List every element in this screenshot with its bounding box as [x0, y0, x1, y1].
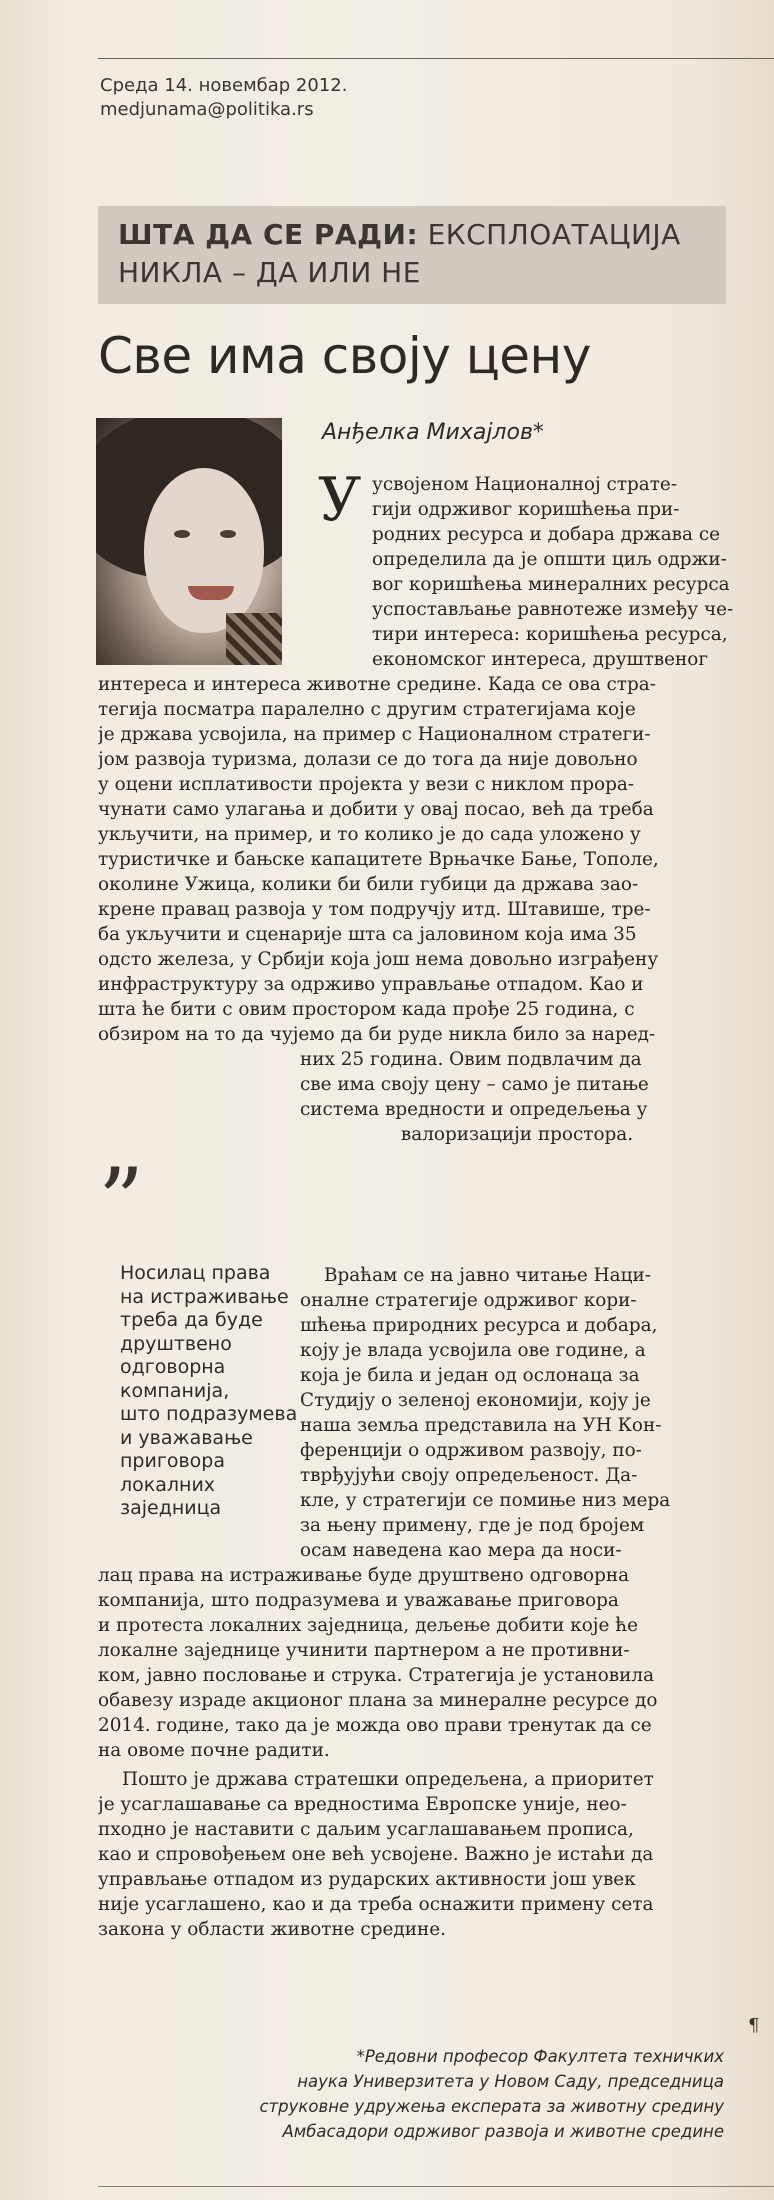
body-line: пходно је наставити с даљим усаглашавањем прописа, [98, 1819, 634, 1840]
body-line: тврђујући своју опредељеност. Да- [300, 1465, 638, 1486]
body-line: економског интереса, друштвеног [372, 649, 709, 670]
article-headline: Све има своју цену [98, 327, 591, 385]
body-line: све има своју цену – само је питање [300, 1074, 649, 1095]
pull-quote-line: заједница [120, 1497, 222, 1519]
dateline [100, 74, 347, 122]
drop-cap: У [318, 465, 362, 535]
pull-quote-line: приговора [120, 1450, 225, 1472]
body-line: инфраструктуру за одрживо управљање отпадом. Као и [98, 974, 644, 995]
body-line: система вредности и опредељења у [300, 1099, 648, 1120]
kicker-label: ШТА ДА СЕ РАДИ: [118, 218, 419, 251]
issue-date: Среда 14. новембар 2012. [100, 75, 348, 96]
kicker-text [118, 216, 718, 292]
body-line: одсто железа, у Србији која још нема довољно изграђену [98, 949, 659, 970]
kicker-topic-1: ЕКСПЛОАТАЦИЈА [427, 218, 681, 251]
body-line: 2014. године, тако да је можда ово прави тренутак да се [98, 1715, 652, 1736]
body-line: Враћам се на јавно читање Наци- [324, 1265, 651, 1286]
pull-quote-line: локалних [120, 1473, 216, 1496]
body-line: родних ресурса и добара држава се [372, 524, 721, 545]
body-line: Пошто је држава стратешки опредељена, а приоритет [122, 1769, 654, 1790]
pull-quote-line: и уважавање [120, 1426, 253, 1449]
body-line: определила да је општи циљ одржи- [372, 549, 727, 570]
pull-quote-line: друштвено [120, 1332, 232, 1355]
body-line: ференцији о одрживом развоју, по- [300, 1440, 642, 1461]
pull-quote-line: компанија, [120, 1379, 230, 1402]
body-line: наша земља представила на УН Кон- [300, 1415, 662, 1436]
body-line: ком, јавно пословање и струка. Стратегија је установила [98, 1665, 655, 1686]
body-line: компанија, што подразумева и уважавање приговора [98, 1590, 619, 1611]
body-line: тегија посматра паралелно с другим стратегијама које [98, 699, 636, 720]
body-line: шћења природних ресурса и добара, [300, 1315, 658, 1336]
body-line: оналне стратегије одрживог кори- [300, 1290, 637, 1311]
pilcrow-icon: ¶ [748, 2015, 760, 2036]
body-line: у оцени исплативости пројекта у вези с никлом прора- [98, 774, 635, 795]
body-line: је држава усвојила, на пример с Националном стратеги- [98, 724, 651, 745]
body-line: локалне заједнице учинити партнером а не противни- [98, 1640, 630, 1661]
body-line: и протеста локалних заједница, дељење добити које ће [98, 1615, 638, 1636]
body-line: туристичке и бањске капацитете Врњачке Бање, Тополе, [98, 849, 659, 870]
kicker-topic-2: НИКЛА – ДА ИЛИ НЕ [118, 256, 421, 289]
pull-quote-line: што подразумева [120, 1403, 298, 1425]
body-line: обавезу израде акционог плана за минералне ресурсе до [98, 1690, 658, 1711]
pull-quote-line: одговорна [120, 1356, 226, 1378]
pull-quote-line: Носилац права [120, 1262, 271, 1284]
body-line: успостављање равнотеже између че- [372, 599, 734, 620]
body-line: чунати само улагања и добити у овај посао, већ да треба [98, 799, 654, 820]
bottom-rule [98, 2186, 774, 2187]
body-line: која је била и један од ослонаца за [300, 1365, 640, 1386]
body-line: вог коришћења минералних ресурса [372, 574, 730, 595]
body-line: интереса и интереса животне средине. Када се ова стра- [98, 674, 656, 695]
body-line: околине Ужица, колики би били губици да држава зао- [98, 874, 639, 895]
body-line: них 25 година. Овим подвлачим да [300, 1049, 642, 1070]
body-line: закона у области животне средине. [98, 1919, 446, 1940]
pull-quote-line: треба да буде [120, 1309, 263, 1331]
body-line: шта ће бити с овим простором када прође 25 година, с [98, 999, 635, 1020]
quote-mark-icon: ” [98, 1149, 145, 1254]
body-line: осам наведена као мера да носи- [300, 1540, 622, 1561]
body-line: јом развоја туризма, долази се до тога да није довољно [98, 749, 638, 770]
body-line: укључити, на пример, и то колико је до сада уложено у [98, 824, 641, 845]
body-line: усвојеном Националној страте- [372, 474, 678, 495]
footnote-line: Амбасадори одрживог развоја и животне средине [282, 2122, 724, 2141]
body-line: за њену примену, где је под бројем [300, 1515, 645, 1536]
body-line: управљање отпадом из рударских активности још увек [98, 1869, 636, 1890]
section-email: medjunama@politika.rs [100, 99, 314, 120]
body-line: је усаглашавање са вредностима Европске уније, нео- [98, 1794, 627, 1815]
body-line: крене правац развоја у том подручју итд. Штавише, тре- [98, 899, 651, 920]
body-line: на овоме почне радити. [98, 1740, 330, 1761]
body-line: лац права на истраживање буде друштвено одговорна [98, 1565, 630, 1586]
author-byline: Анђелка Михајлов* [322, 420, 544, 445]
top-rule [98, 58, 774, 59]
body-line: тири интереса: коришћења ресурса, [372, 624, 728, 645]
body-line: као и спровођењем оне већ усвојене. Важно је истаћи да [98, 1844, 654, 1865]
body-line: обзиром на то да чујемо да би руде никла било за наред- [98, 1024, 656, 1045]
body-line: коју је влада усвојила ове године, а [300, 1340, 646, 1361]
body-line: кле, у стратегији се помиње низ мера [300, 1490, 671, 1511]
body-line: валоризацији простора. [400, 1124, 634, 1145]
body-line: гији одрживог коришћења при- [372, 499, 680, 520]
body-line: ба укључити и сценарије шта са јаловином која има 35 [98, 924, 637, 945]
pull-quote-line: на истраживање [120, 1285, 289, 1308]
footnote-line: струковне удружења експерата за животну средину [259, 2097, 724, 2116]
footnote-line: *Редовни професор Факултета техничких [356, 2047, 724, 2066]
body-line: није усаглашено, као и да треба оснажити примену сета [98, 1894, 654, 1915]
author-photo [96, 418, 282, 665]
footnote-line: наука Универзитета у Новом Саду, председница [297, 2072, 724, 2091]
body-line: Студију о зеленој економији, коју је [300, 1390, 651, 1411]
